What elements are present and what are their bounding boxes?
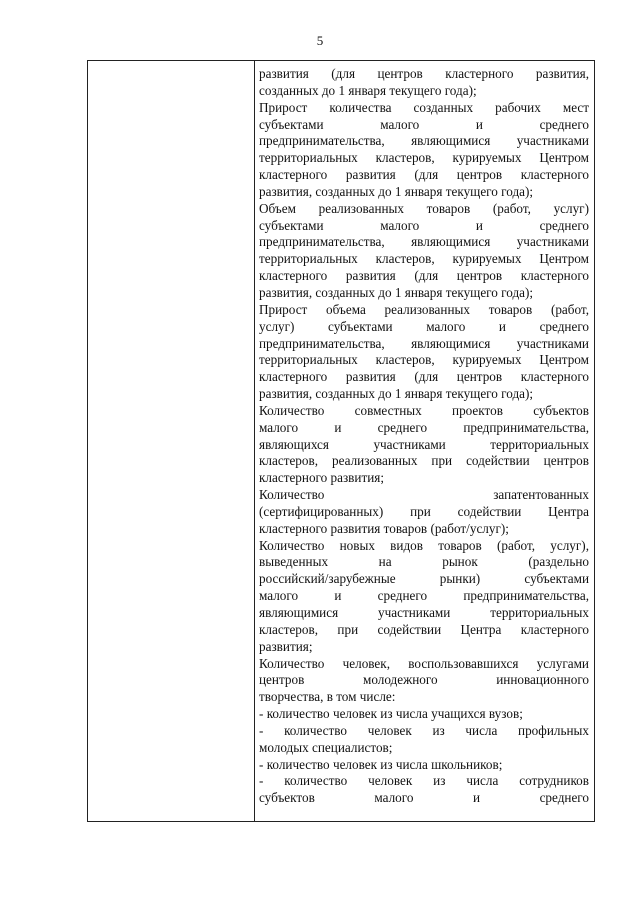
- text-line: созданных до 1 января текущего года);: [259, 82, 477, 98]
- text-line: субъектами малого и среднего: [259, 116, 589, 132]
- text-line: - количество человек из числа сотрудников: [259, 773, 589, 789]
- text-line: кластеров, при содействии Центра кластерного: [259, 621, 589, 637]
- text-line: малого и среднего предпринимательства,: [259, 419, 589, 435]
- text-line: кластерного развития;: [259, 470, 385, 486]
- text-line: кластерного развития (для центров кластерного: [259, 268, 589, 284]
- text-line: кластерного развития товаров (работ/услуг);: [259, 520, 509, 536]
- text-line: российский/зарубежные рынки) субъектами: [259, 571, 589, 587]
- text-line: кластерного развития (для центров кластерного: [259, 167, 589, 183]
- text-line: выведенных на рынок (раздельно: [259, 554, 589, 570]
- text-line: субъектов малого и среднего: [259, 790, 589, 806]
- text-line: Количество совместных проектов субъектов: [259, 402, 589, 418]
- text-line: творчества, в том числе:: [259, 689, 396, 705]
- text-line: развития, созданных до 1 января текущего года);: [259, 284, 534, 300]
- text-line: Количество человек, воспользовавшихся услугами: [259, 655, 589, 671]
- text-line: молодых специалистов;: [259, 739, 393, 755]
- table-cell-left-empty: [88, 61, 255, 821]
- text-line: Прирост количества созданных рабочих мест: [259, 99, 589, 115]
- text-line: - количество человек из числа школьников;: [259, 756, 503, 772]
- text-line: Объем реализованных товаров (работ, услуг): [259, 200, 589, 216]
- text-line: развития, созданных до 1 января текущего года);: [259, 183, 534, 199]
- text-line: территориальных кластеров, курируемых Центром: [259, 150, 589, 166]
- text-line: (сертифицированных) при содействии Центра: [259, 503, 589, 519]
- text-line: центров молодежного инновационного: [259, 672, 589, 688]
- text-line: - количество человек из числа учащихся вузов;: [259, 706, 523, 722]
- table-row: [87, 60, 595, 822]
- text-line: услуг) субъектами малого и среднего: [259, 318, 589, 334]
- text-line: субъектами малого и среднего: [259, 217, 589, 233]
- text-line: предпринимательства, являющимися участниками: [259, 133, 589, 149]
- text-line: - количество человек из числа профильных: [259, 722, 589, 738]
- text-line: развития;: [259, 638, 313, 654]
- text-line: являющимися участниками территориальных: [259, 605, 589, 620]
- text-line: Количество запатентованных: [259, 487, 589, 503]
- text-line: предпринимательства, являющимися участниками: [259, 335, 589, 351]
- text-line: предпринимательства, являющимися участниками: [259, 234, 589, 250]
- text-line: кластерного развития (для центров кластерного: [259, 369, 589, 385]
- text-line: территориальных кластеров, курируемых Центром: [259, 251, 589, 267]
- text-line: кластеров, реализованных при содействии центров: [259, 453, 589, 469]
- table-cell-indicators: [255, 61, 594, 821]
- text-line: являющихся участниками территориальных: [259, 436, 589, 452]
- text-line: территориальных кластеров, курируемых Центром: [259, 352, 589, 368]
- text-line: развития (для центров кластерного развития,: [259, 66, 589, 81]
- text-line: Прирост объема реализованных товаров (работ,: [259, 301, 589, 317]
- text-line: малого и среднего предпринимательства,: [259, 588, 589, 604]
- page-number: 5: [316, 33, 324, 48]
- text-line: Количество новых видов товаров (работ, услуг),: [259, 537, 589, 553]
- text-line: развития, созданных до 1 января текущего года);: [259, 386, 534, 402]
